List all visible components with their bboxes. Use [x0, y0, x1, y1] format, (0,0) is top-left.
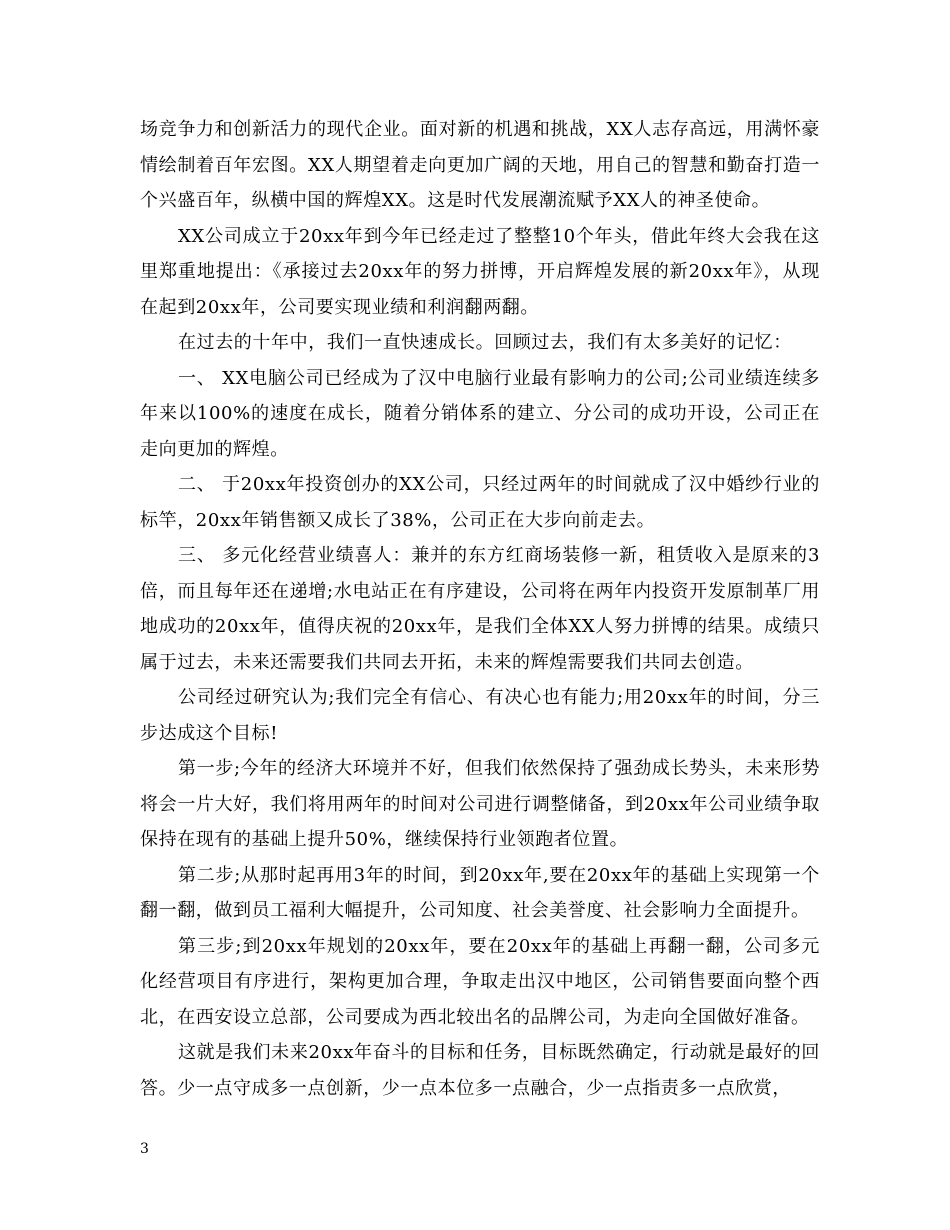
paragraph-anniversary: XX公司成立于20xx年到今年已经走过了整整10个年头，借此年终大会我在这里郑重地提出：《承接过去20xx年的努力拼博，开启辉煌发展的新20xx年》，从现在起到20xx年，公司要实现业绩和利润翻两翻。	[140, 225, 820, 318]
paragraph-goal-statement: 公司经过研究认为;我们完全有信心、有决心也有能力;用20xx年的时间，分三步达成这个目标!	[140, 687, 820, 744]
paragraph-closing: 这就是我们未来20xx年奋斗的目标和任务，目标既然确定，行动就是最好的回答。少一点守成多一点创新，少一点本位多一点融合，少一点指责多一点欣赏，	[140, 1042, 820, 1099]
paragraph-achievement-2: 二、 于20xx年投资创办的XX公司，只经过两年的时间就成了汉中婚纱行业的标竿，20xx年销售额又成长了38%，公司正在大步向前走去。	[140, 474, 820, 531]
paragraph-achievement-3: 三、 多元化经营业绩喜人：兼并的东方红商场装修一新，租赁收入是原来的3倍，而且每年还在递增;水电站正在有序建设，公司将在两年内投资开发原制革厂用地成功的20xx年，值得庆祝的20xx年，是我们全体XX人努力拼博的结果。成绩只属于过去，未来还需要我们共同去开拓，未来的辉煌需要我们共同去创造。	[140, 545, 820, 673]
paragraph-step-3: 第三步;到20xx年规划的20xx年，要在20xx年的基础上再翻一翻，公司多元化经营项目有序进行，架构更加合理，争取走出汉中地区，公司销售要面向整个西北，在西安设立总部，公司要成为西北较出名的品牌公司，为走向全国做好准备。	[140, 935, 820, 1028]
paragraph-achievement-1: 一、 XX电脑公司已经成为了汉中电脑行业最有影响力的公司;公司业绩连续多年来以100%的速度在成长，随着分销体系的建立、分公司的成功开设，公司正在走向更加的辉煌。	[140, 367, 820, 460]
paragraph-step-1: 第一步;今年的经济大环境并不好，但我们依然保持了强劲成长势头，未来形势将会一片大好，我们将用两年的时间对公司进行调整储备，到20xx年公司业绩争取保持在现有的基础上提升50%，继续保持行业领跑者位置。	[140, 758, 820, 850]
page-number: 3	[140, 1141, 149, 1157]
paragraph-review-intro: 在过去的十年中，我们一直快速成长。回顾过去，我们有太多美好的记忆：	[178, 332, 792, 353]
paragraph-step-2: 第二步;从那时起再用3年的时间，到20xx年,要在20xx年的基础上实现第一个翻一翻，做到员工福利大幅提升，公司知度、社会美誉度、社会影响力全面提升。	[140, 864, 820, 921]
paragraph-continuation: 场竞争力和创新活力的现代企业。面对新的机遇和挑战，XX人志存高远，用满怀豪情绘制着百年宏图。XX人期望着走向更加广阔的天地，用自己的智慧和勤奋打造一个兴盛百年，纵横中国的辉煌XX。这是时代发展潮流赋予XX人的神圣使命。	[140, 119, 820, 211]
document-body	[140, 112, 820, 1106]
